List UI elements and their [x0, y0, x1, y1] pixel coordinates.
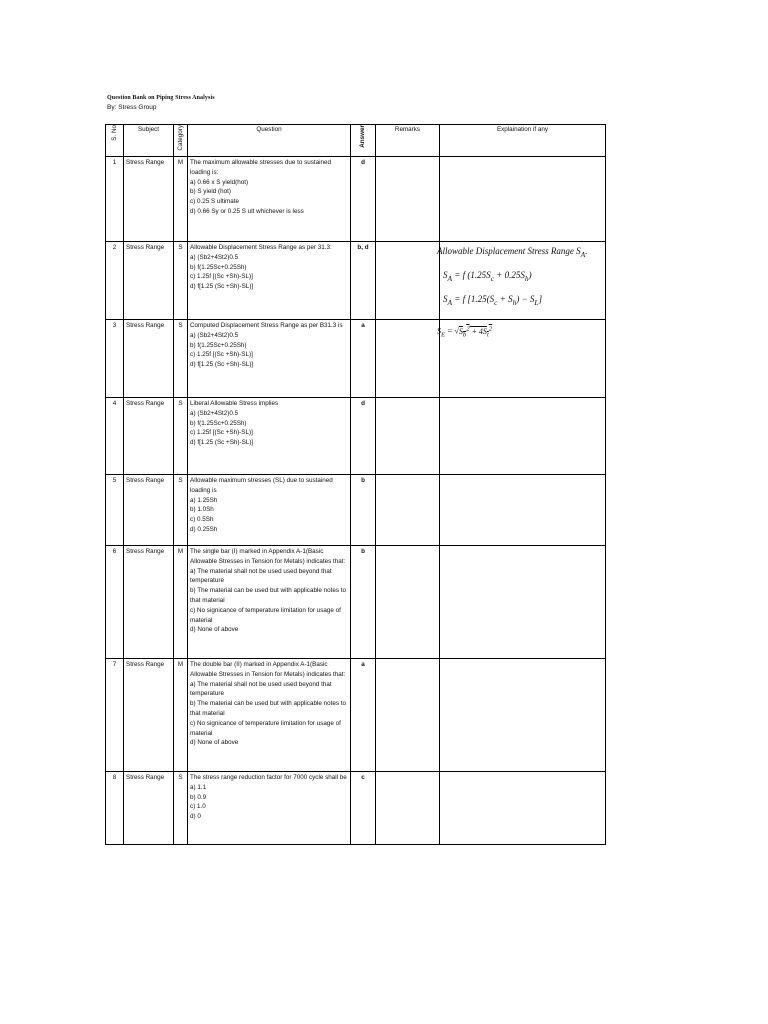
cell-question — [188, 546, 351, 659]
option-b: b) f(1.25Sc+0.25Sh) — [190, 419, 247, 427]
option-b: b) S yield (hot) — [190, 188, 231, 196]
option-d: d) 0.66 Sy or 0.25 S ult whichever is less — [190, 207, 304, 215]
option-a: a) 1.25Sh — [190, 496, 218, 504]
cell-sno: 8 — [106, 772, 124, 845]
option-a: a) (Sb2+4St2)0.5 — [190, 253, 239, 261]
cell-remarks — [376, 242, 440, 320]
cell-sno: 2 — [106, 242, 124, 320]
cell-subject: Stress Range — [124, 659, 174, 772]
option-a: a) (Sb2+4St2)0.5 — [190, 331, 239, 339]
cell-remarks — [376, 398, 440, 475]
option-a: a) The material shall not be used used beyond that temperature — [190, 680, 332, 698]
cell-answer: c — [351, 772, 376, 845]
table-row — [106, 475, 606, 546]
cell-question — [188, 659, 351, 772]
cell-subject: Stress Range — [124, 320, 174, 398]
cell-answer: a — [351, 659, 376, 772]
option-b: b) 0.9 — [190, 793, 207, 801]
cell-explanation — [440, 157, 606, 242]
cell-category: M — [174, 157, 188, 242]
option-c: c) 0.5Sh — [190, 516, 214, 524]
header-question: Question — [188, 125, 351, 157]
cell-subject: Stress Range — [124, 546, 174, 659]
cell-remarks — [376, 772, 440, 845]
question-text: Computed Displacement Stress Range as per B31.3 is — [190, 322, 343, 329]
question-text: The maximum allowable stresses due to sustained loading is: — [190, 159, 332, 176]
option-b: b) f(1.25Sc+0.25Sh) — [190, 341, 247, 349]
option-b: b) f(1.25Sc+0.25Sh) — [190, 263, 247, 271]
cell-category: S — [174, 320, 188, 398]
option-c: c) 1.0 — [190, 803, 206, 811]
option-c: c) 0.25 S ultimate — [190, 198, 239, 206]
question-text: The single bar (I) marked in Appendix A-1(Basic Allowable Stresses in Tension for Metals) indicates that: — [190, 548, 346, 565]
cell-category: S — [174, 242, 188, 320]
option-a: a) (Sb2+4St2)0.5 — [190, 409, 239, 417]
option-d: d) None of above — [190, 739, 239, 747]
option-a: a) The material shall not be used used beyond that temperature — [190, 567, 332, 585]
document-title: Question Bank on Piping Stress Analysis — [107, 95, 215, 101]
cell-question — [188, 242, 351, 320]
question-table — [105, 124, 606, 845]
question-text: Liberal Allowable Stress implies — [190, 400, 279, 407]
option-d: d) None of above — [190, 626, 239, 634]
cell-explanation — [440, 659, 606, 772]
option-c: c) 1.25f [(Sc +Sh)-SL)] — [190, 429, 253, 437]
question-text: Allowable Displacement Stress Range as per 31.3: — [190, 244, 332, 251]
cell-question — [188, 772, 351, 845]
header-explanation: Explaination if any — [440, 125, 606, 157]
cell-answer: d — [351, 398, 376, 475]
cell-question — [188, 475, 351, 546]
option-c: c) 1.25f [(Sc +Sh)-SL)] — [190, 351, 253, 359]
cell-explanation — [440, 398, 606, 475]
cell-explanation — [440, 546, 606, 659]
table-header-row — [106, 125, 606, 157]
cell-answer: b, d — [351, 242, 376, 320]
cell-answer: d — [351, 157, 376, 242]
document-subtitle: By: Stress Group — [107, 104, 157, 111]
option-b: b) 1.0Sh — [190, 506, 214, 514]
table-row — [106, 546, 606, 659]
cell-subject: Stress Range — [124, 242, 174, 320]
option-d: d) 0.25Sh — [190, 525, 218, 533]
cell-subject: Stress Range — [124, 772, 174, 845]
cell-answer: b — [351, 475, 376, 546]
formula-allowable-displacement: Allowable Displacement Stress Range $S_A$. $S_A = f$ $(1.25S_c + 0.25S_h)$ $S_A = f$ $[1.25(S_c + S_h) - S_L]$ — [437, 246, 588, 307]
cell-remarks — [376, 475, 440, 546]
cell-category: S — [174, 398, 188, 475]
cell-answer: b — [351, 546, 376, 659]
option-d: d) f[1.25 (Sc +Sh)-SL)] — [190, 283, 254, 291]
cell-sno: 5 — [106, 475, 124, 546]
option-a: a) 1.1 — [190, 783, 207, 791]
cell-explanation — [440, 772, 606, 845]
table-row — [106, 772, 606, 845]
cell-answer: a — [351, 320, 376, 398]
cell-question — [188, 157, 351, 242]
header-answer: Answer — [351, 125, 376, 157]
header-remarks: Remarks — [376, 125, 440, 157]
option-c: c) 1.25f [(Sc +Sh)-SL)] — [190, 273, 253, 281]
cell-subject: Stress Range — [124, 157, 174, 242]
cell-sno: 7 — [106, 659, 124, 772]
cell-remarks — [376, 659, 440, 772]
option-d: d) f[1.25 (Sc +Sh)-SL)] — [190, 439, 254, 447]
cell-sno: 6 — [106, 546, 124, 659]
option-d: d) 0 — [190, 813, 201, 821]
table-row — [106, 157, 606, 242]
question-text: Allowable maximum stresses (SL) due to sustained loading is — [190, 477, 333, 494]
question-text: The double bar (II) marked in Appendix A-1(Basic Allowable Stresses in Tension for Metals) indicates that: — [190, 661, 346, 678]
option-a: a) 0.66 x S yield(hot) — [190, 178, 249, 186]
cell-sno: 3 — [106, 320, 124, 398]
table-row — [106, 398, 606, 475]
cell-subject: Stress Range — [124, 475, 174, 546]
cell-sno: 4 — [106, 398, 124, 475]
cell-category: S — [174, 475, 188, 546]
table-row — [106, 659, 606, 772]
header-subject: Subject — [124, 125, 174, 157]
cell-category: S — [174, 772, 188, 845]
option-c: c) No signicance of temperature limitation for usage of material — [190, 606, 341, 624]
option-b: b) The material can be used but with applicable notes to that material — [190, 700, 347, 717]
question-text: The stress range reduction factor for 7000 cycle shall be — [190, 774, 347, 781]
option-b: b) The material can be used but with applicable notes to that material — [190, 587, 347, 604]
cell-explanation — [440, 475, 606, 546]
cell-remarks — [376, 546, 440, 659]
option-d: d) f[1.25 (Sc +Sh)-SL)] — [190, 361, 254, 369]
cell-question — [188, 398, 351, 475]
header-sno: S. No — [106, 125, 124, 157]
cell-remarks — [376, 320, 440, 398]
option-c: c) No signicance of temperature limitation for usage of material — [190, 719, 341, 737]
header-category: Category — [174, 125, 188, 157]
cell-question — [188, 320, 351, 398]
cell-subject: Stress Range — [124, 398, 174, 475]
cell-sno: 1 — [106, 157, 124, 242]
formula-computed-displacement: $S_E = √S_b^2 + 4S_t^2$ — [437, 325, 493, 339]
cell-category: M — [174, 546, 188, 659]
cell-category: M — [174, 659, 188, 772]
cell-remarks — [376, 157, 440, 242]
